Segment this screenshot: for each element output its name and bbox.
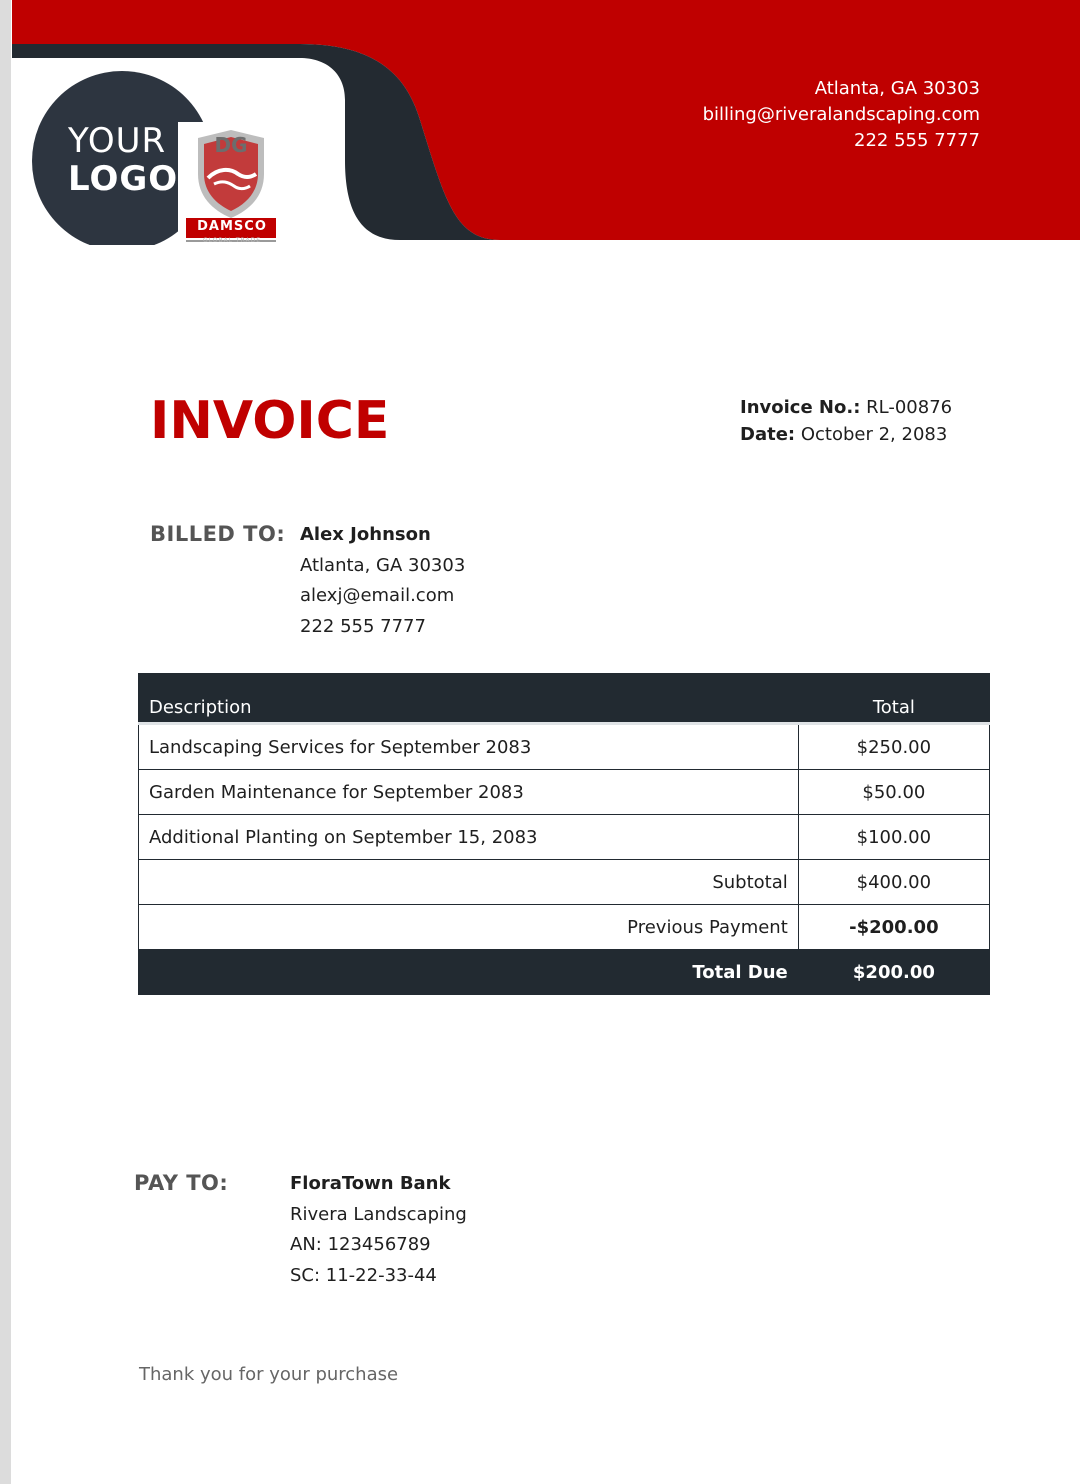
client-email: alexj@email.com xyxy=(300,585,455,606)
previous-payment-value: -$200.00 xyxy=(798,905,989,950)
total-due-label: Total Due xyxy=(139,950,799,995)
line-items-table xyxy=(138,673,990,995)
badge-subtext: GLOBAL TRADE xyxy=(202,237,262,244)
account-number: AN: 123456789 xyxy=(290,1234,431,1255)
logo-line-2: LOGO xyxy=(68,159,179,199)
subtotal-value: $400.00 xyxy=(798,860,989,905)
total-due-row xyxy=(139,950,990,995)
table-row xyxy=(139,815,990,860)
subtotal-label: Subtotal xyxy=(139,860,799,905)
invoice-date-label: Date: xyxy=(740,424,796,445)
subtotal-row xyxy=(139,860,990,905)
table-header-row xyxy=(139,674,990,724)
line-item-description: Garden Maintenance for September 2083 xyxy=(139,770,799,815)
table-row xyxy=(139,724,990,770)
previous-payment-label: Previous Payment xyxy=(139,905,799,950)
logo-placeholder xyxy=(68,122,178,198)
invoice-meta xyxy=(740,394,952,448)
billed-to-details xyxy=(300,520,465,642)
line-item-total: $100.00 xyxy=(798,815,989,860)
account-name: Rivera Landscaping xyxy=(290,1203,467,1225)
sort-code: SC: 11-22-33-44 xyxy=(290,1264,437,1286)
line-item-total: $250.00 xyxy=(798,724,989,770)
line-item-total: $50.00 xyxy=(798,770,989,815)
pay-to-label: PAY TO: xyxy=(134,1171,229,1195)
invoice-title: INVOICE xyxy=(150,391,390,451)
client-phone: 222 555 7777 xyxy=(300,615,426,637)
previous-payment-row xyxy=(139,905,990,950)
invoice-date: October 2, 2083 xyxy=(800,424,948,445)
invoice-date-line xyxy=(740,421,952,448)
thank-you-note: Thank you for your purchase xyxy=(139,1364,399,1385)
client-address: Atlanta, GA 30303 xyxy=(300,554,466,576)
svg-text:DG: DG xyxy=(214,133,248,157)
company-address: Atlanta, GA 30303 xyxy=(814,78,980,99)
total-header: Total xyxy=(798,674,989,724)
pay-to-details xyxy=(290,1169,467,1291)
letterhead xyxy=(0,0,1080,245)
company-contact xyxy=(703,76,980,154)
badge-wordmark: DAMSCO xyxy=(197,219,267,234)
bank-name: FloraTown Bank xyxy=(290,1173,451,1194)
invoice-number-line xyxy=(740,394,952,421)
line-item-description: Landscaping Services for September 2083 xyxy=(139,724,799,770)
client-name: Alex Johnson xyxy=(300,524,431,545)
invoice-number: RL-00876 xyxy=(866,397,953,418)
table-row xyxy=(139,770,990,815)
billed-to-label: BILLED TO: xyxy=(150,522,286,546)
company-email: billing@riveralandscaping.com xyxy=(702,104,980,125)
company-phone: 222 555 7777 xyxy=(854,130,980,151)
total-due-value: $200.00 xyxy=(798,950,989,995)
logo-line-1: YOUR xyxy=(68,121,167,161)
description-header: Description xyxy=(139,674,799,724)
line-item-description: Additional Planting on September 15, 2083 xyxy=(139,815,799,860)
invoice-number-label: Invoice No.: xyxy=(740,397,861,418)
